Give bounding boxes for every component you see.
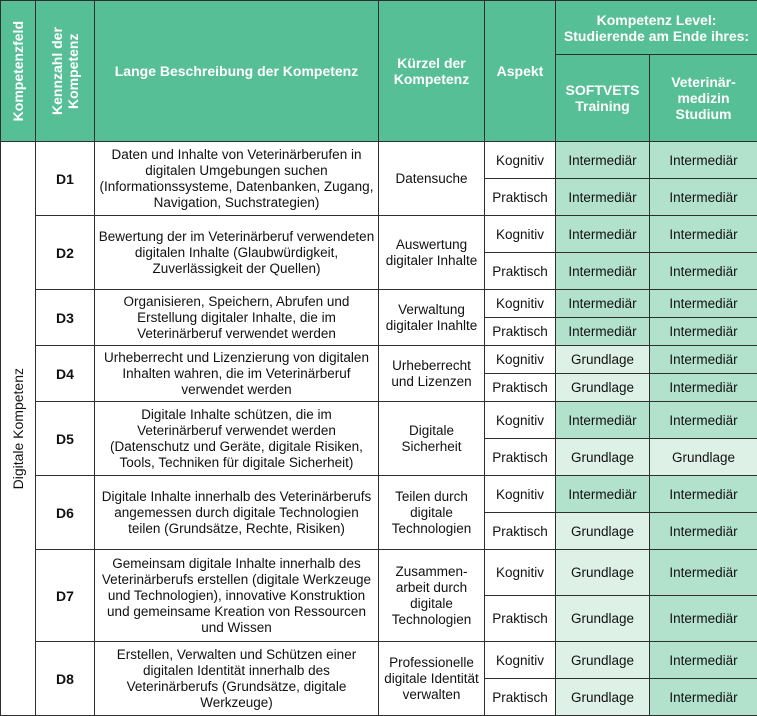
level-softvets: Intermediär xyxy=(556,179,650,216)
table-row xyxy=(1,402,757,439)
competence-code: D3 xyxy=(36,290,95,346)
aspect-cell: Kognitiv xyxy=(485,290,556,318)
level-softvets: Intermediär xyxy=(556,216,650,253)
aspect-cell: Praktisch xyxy=(485,318,556,346)
aspect-cell: Praktisch xyxy=(485,513,556,550)
competence-code: D5 xyxy=(36,402,95,476)
level-study: Intermediär xyxy=(650,290,757,318)
level-study: Intermediär xyxy=(650,642,757,679)
level-study: Intermediär xyxy=(650,216,757,253)
competence-short: Digitale Sicherheit xyxy=(379,402,485,476)
header-level-study: Veterinär-medizin Studium xyxy=(650,55,757,142)
level-softvets: Grundlage xyxy=(556,439,650,476)
table-row xyxy=(1,142,757,179)
competence-short: Professionelle digitale Identität verwalten xyxy=(379,642,485,716)
competence-description: Urheberrecht und Lizenzierung von digitalen Inhalten wahren, die im Veterinärberuf verwendet werden xyxy=(95,346,379,402)
header-level-softvets: SOFTVETS Training xyxy=(556,55,650,142)
level-softvets: Grundlage xyxy=(556,513,650,550)
level-study: Grundlage xyxy=(650,439,757,476)
level-study: Intermediär xyxy=(650,476,757,513)
aspect-cell: Kognitiv xyxy=(485,142,556,179)
competence-short: Auswertung digitaler Inhalte xyxy=(379,216,485,290)
competence-short: Verwaltung digitaler Inahlte xyxy=(379,290,485,346)
level-softvets: Intermediär xyxy=(556,253,650,290)
level-softvets: Grundlage xyxy=(556,596,650,642)
header-level-group: Kompetenz Level: Studierende am Ende ihres: xyxy=(556,1,757,55)
competence-code: D6 xyxy=(36,476,95,550)
header-description: Lange Beschreibung der Kompetenz xyxy=(95,1,379,142)
level-softvets: Intermediär xyxy=(556,318,650,346)
level-study: Intermediär xyxy=(650,179,757,216)
header-short: Kürzel der Kompetenz xyxy=(379,1,485,142)
level-study: Intermediär xyxy=(650,318,757,346)
competence-short: Datensuche xyxy=(379,142,485,216)
competence-code: D8 xyxy=(36,642,95,716)
header-area xyxy=(1,1,36,142)
table-row xyxy=(1,642,757,679)
aspect-cell: Praktisch xyxy=(485,253,556,290)
competence-description: Digitale Inhalte schützen, die im Veterinärberuf verwendet werden (Datenschutz und Geräte, digitale Risiken, Tools, Techniken für digitale Sicherheit) xyxy=(95,402,379,476)
header-area-label: Kompetenzfeld xyxy=(10,20,26,122)
competence-code: D4 xyxy=(36,346,95,402)
table-row xyxy=(1,550,757,596)
competence-code: D2 xyxy=(36,216,95,290)
level-softvets: Grundlage xyxy=(556,679,650,716)
area-cell xyxy=(1,142,36,716)
level-softvets: Grundlage xyxy=(556,346,650,374)
competence-description: Digitale Inhalte innerhalb des Veterinärberufs angemessen durch digitale Technologien teilen (Grundsätze, Rechte, Risiken) xyxy=(95,476,379,550)
level-softvets: Intermediär xyxy=(556,142,650,179)
aspect-cell: Praktisch xyxy=(485,679,556,716)
level-study: Intermediär xyxy=(650,142,757,179)
level-softvets: Grundlage xyxy=(556,642,650,679)
level-study: Intermediär xyxy=(650,550,757,596)
aspect-cell: Praktisch xyxy=(485,439,556,476)
competence-description: Gemeinsam digitale Inhalte innerhalb des Veterinärberufs erstellen (digitale Werkzeuge und Technologien), innovative Konstruktion und gemeinsame Kreation von Ressourcen und Wissen xyxy=(95,550,379,642)
aspect-cell: Kognitiv xyxy=(485,402,556,439)
aspect-cell: Kognitiv xyxy=(485,346,556,374)
aspect-cell: Kognitiv xyxy=(485,216,556,253)
competence-short: Zusammen-arbeit durch digitale Technologien xyxy=(379,550,485,642)
competence-code: D7 xyxy=(36,550,95,642)
competence-description: Organisieren, Speichern, Abrufen und Erstellung digitaler Inhalte, die im Veterinärberuf verwendet werden xyxy=(95,290,379,346)
aspect-cell: Kognitiv xyxy=(485,642,556,679)
level-softvets: Grundlage xyxy=(556,374,650,402)
level-study: Intermediär xyxy=(650,679,757,716)
level-study: Intermediär xyxy=(650,253,757,290)
competence-description: Erstellen, Verwalten und Schützen einer digitalen Identität innerhalb des Veterinärberufs (Grundsätze, digitale Werkzeuge) xyxy=(95,642,379,716)
aspect-cell: Praktisch xyxy=(485,596,556,642)
aspect-cell: Praktisch xyxy=(485,179,556,216)
competence-short: Urheberrecht und Lizenzen xyxy=(379,346,485,402)
table-row xyxy=(1,216,757,253)
table-body xyxy=(1,142,757,716)
competence-description: Daten und Inhalte von Veterinärberufen in digitalen Umgebungen suchen (Informationssysteme, Datenbanken, Zugang, Navigation, Suchstrategien) xyxy=(95,142,379,216)
header-code-label: Kennzahl der Kompetenz xyxy=(49,27,81,115)
level-softvets: Intermediär xyxy=(556,476,650,513)
level-study: Intermediär xyxy=(650,402,757,439)
aspect-cell: Kognitiv xyxy=(485,550,556,596)
level-softvets: Intermediär xyxy=(556,402,650,439)
header-code xyxy=(36,1,95,142)
level-study: Intermediär xyxy=(650,374,757,402)
aspect-cell: Kognitiv xyxy=(485,476,556,513)
header-aspect: Aspekt xyxy=(485,1,556,142)
area-label: Digitale Kompetenz xyxy=(10,367,26,490)
level-study: Intermediär xyxy=(650,346,757,374)
aspect-cell: Praktisch xyxy=(485,374,556,402)
level-study: Intermediär xyxy=(650,596,757,642)
level-study: Intermediär xyxy=(650,513,757,550)
table-row xyxy=(1,476,757,513)
level-softvets: Intermediär xyxy=(556,290,650,318)
competence-short: Teilen durch digitale Technologien xyxy=(379,476,485,550)
level-softvets: Grundlage xyxy=(556,550,650,596)
table-row xyxy=(1,290,757,318)
table-row xyxy=(1,346,757,374)
competence-code: D1 xyxy=(36,142,95,216)
competence-description: Bewertung der im Veterinärberuf verwendeten digitalen Inhalte (Glaubwürdigkeit, Zuverlässigkeit der Quellen) xyxy=(95,216,379,290)
